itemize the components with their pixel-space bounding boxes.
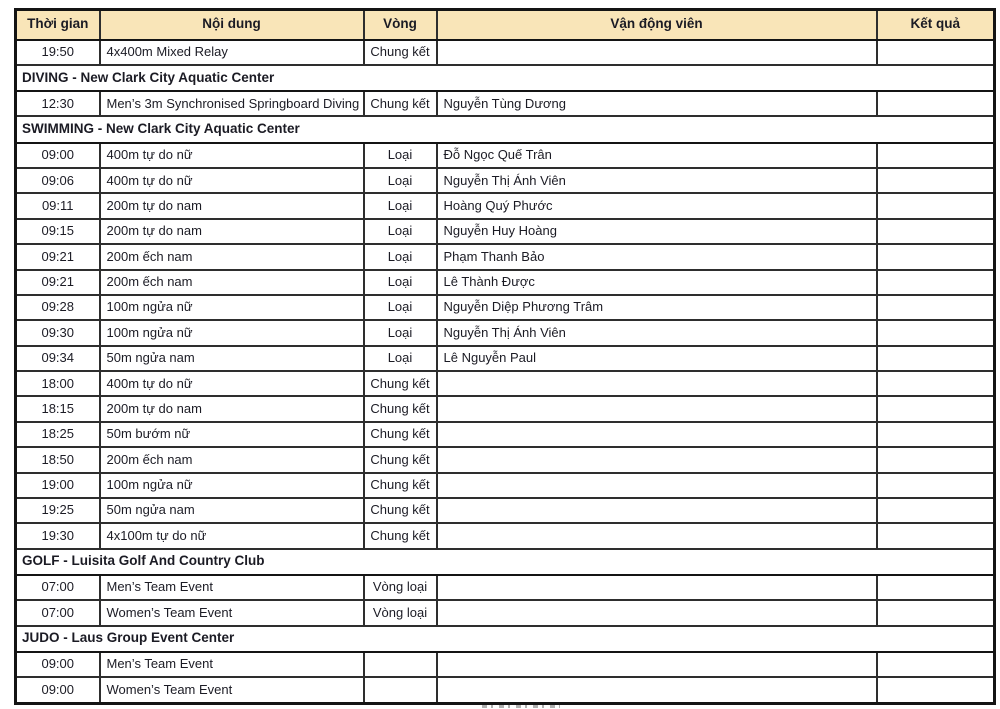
time-cell: 09:00 [16, 677, 100, 703]
result-cell [877, 447, 995, 472]
result-cell [877, 91, 995, 116]
athlete-cell: Nguyễn Thị Ánh Viên [437, 320, 877, 345]
athlete-cell: Nguyễn Tùng Dương [437, 91, 877, 116]
time-cell: 09:21 [16, 244, 100, 269]
event-cell: 200m ếch nam [100, 447, 364, 472]
event-row [16, 575, 995, 600]
result-cell [877, 652, 995, 677]
round-cell: Chung kết [364, 91, 437, 116]
athlete-cell [437, 652, 877, 677]
round-cell: Loại [364, 168, 437, 193]
round-cell: Loại [364, 244, 437, 269]
section-row [16, 65, 995, 91]
result-cell [877, 143, 995, 168]
round-cell: Chung kết [364, 40, 437, 65]
time-cell: 09:34 [16, 346, 100, 371]
time-cell: 09:30 [16, 320, 100, 345]
round-cell: Loại [364, 193, 437, 218]
column-header-result: Kết quả [877, 10, 995, 40]
section-title: DIVING - New Clark City Aquatic Center [16, 65, 995, 91]
round-cell: Loại [364, 320, 437, 345]
result-cell [877, 320, 995, 345]
event-row [16, 447, 995, 472]
result-cell [877, 193, 995, 218]
event-cell: 400m tự do nữ [100, 371, 364, 396]
result-cell [877, 396, 995, 421]
event-row [16, 371, 995, 396]
event-cell: 200m ếch nam [100, 244, 364, 269]
athlete-cell [437, 40, 877, 65]
round-cell: Chung kết [364, 422, 437, 447]
table-header [16, 10, 995, 40]
section-row [16, 116, 995, 142]
event-cell: 400m tự do nữ [100, 143, 364, 168]
section-title: SWIMMING - New Clark City Aquatic Center [16, 116, 995, 142]
event-row [16, 219, 995, 244]
column-header-time: Thời gian [16, 10, 100, 40]
athlete-cell: Phạm Thanh Bảo [437, 244, 877, 269]
event-row [16, 652, 995, 677]
round-cell: Loại [364, 295, 437, 320]
event-row [16, 473, 995, 498]
time-cell: 09:11 [16, 193, 100, 218]
athlete-cell: Hoàng Quý Phước [437, 193, 877, 218]
time-cell: 19:25 [16, 498, 100, 523]
round-cell: Chung kết [364, 371, 437, 396]
event-cell: 50m bướm nữ [100, 422, 364, 447]
event-row [16, 523, 995, 548]
event-cell: 4x400m Mixed Relay [100, 40, 364, 65]
schedule-body [16, 40, 995, 704]
event-row [16, 346, 995, 371]
event-row [16, 270, 995, 295]
section-title: GOLF - Luisita Golf And Country Club [16, 549, 995, 575]
result-cell [877, 244, 995, 269]
section-row [16, 549, 995, 575]
athlete-cell: Đỗ Ngọc Quế Trân [437, 143, 877, 168]
event-row [16, 320, 995, 345]
round-cell: Loại [364, 219, 437, 244]
time-cell: 18:15 [16, 396, 100, 421]
round-cell [364, 677, 437, 703]
athlete-cell [437, 600, 877, 625]
result-cell [877, 346, 995, 371]
column-header-athlete: Vận động viên [437, 10, 877, 40]
round-cell: Chung kết [364, 473, 437, 498]
event-cell: 200m tự do nam [100, 396, 364, 421]
event-row [16, 40, 995, 65]
time-cell: 18:25 [16, 422, 100, 447]
time-cell: 09:15 [16, 219, 100, 244]
time-cell: 12:30 [16, 91, 100, 116]
result-cell [877, 270, 995, 295]
event-cell: 100m ngửa nữ [100, 320, 364, 345]
event-cell: 100m ngửa nữ [100, 473, 364, 498]
time-cell: 09:06 [16, 168, 100, 193]
athlete-cell [437, 498, 877, 523]
athlete-cell: Nguyễn Thị Ánh Viên [437, 168, 877, 193]
round-cell: Vòng loại [364, 600, 437, 625]
time-cell: 07:00 [16, 575, 100, 600]
event-cell: 200m ếch nam [100, 270, 364, 295]
event-row [16, 193, 995, 218]
column-header-round: Vòng [364, 10, 437, 40]
event-cell: Women’s Team Event [100, 677, 364, 703]
event-cell: 50m ngửa nam [100, 346, 364, 371]
event-cell: Men’s Team Event [100, 575, 364, 600]
time-cell: 09:28 [16, 295, 100, 320]
column-header-event: Nội dung [100, 10, 364, 40]
result-cell [877, 422, 995, 447]
event-row [16, 91, 995, 116]
time-cell: 09:00 [16, 652, 100, 677]
event-cell: Men’s Team Event [100, 652, 364, 677]
round-cell: Chung kết [364, 498, 437, 523]
result-cell [877, 219, 995, 244]
result-cell [877, 168, 995, 193]
round-cell: Chung kết [364, 396, 437, 421]
time-cell: 09:00 [16, 143, 100, 168]
event-row [16, 168, 995, 193]
result-cell [877, 40, 995, 65]
athlete-cell [437, 422, 877, 447]
time-cell: 19:30 [16, 523, 100, 548]
round-cell [364, 652, 437, 677]
athlete-cell [437, 371, 877, 396]
athlete-cell: Nguyễn Huy Hoàng [437, 219, 877, 244]
result-cell [877, 575, 995, 600]
section-title: JUDO - Laus Group Event Center [16, 626, 995, 652]
athlete-cell [437, 447, 877, 472]
event-cell: 200m tự do nam [100, 193, 364, 218]
athlete-cell: Nguyễn Diệp Phương Trâm [437, 295, 877, 320]
schedule-table [14, 8, 996, 705]
event-cell: Men’s 3m Synchronised Springboard Diving [100, 91, 364, 116]
athlete-cell [437, 575, 877, 600]
athlete-cell [437, 396, 877, 421]
athlete-cell [437, 523, 877, 548]
clipped-next-row-fragment [482, 705, 560, 708]
event-row [16, 244, 995, 269]
result-cell [877, 371, 995, 396]
time-cell: 07:00 [16, 600, 100, 625]
round-cell: Vòng loại [364, 575, 437, 600]
time-cell: 19:50 [16, 40, 100, 65]
time-cell: 19:00 [16, 473, 100, 498]
result-cell [877, 295, 995, 320]
event-row [16, 396, 995, 421]
event-row [16, 295, 995, 320]
time-cell: 09:21 [16, 270, 100, 295]
round-cell: Chung kết [364, 523, 437, 548]
event-row [16, 600, 995, 625]
event-cell: 200m tự do nam [100, 219, 364, 244]
round-cell: Loại [364, 270, 437, 295]
result-cell [877, 473, 995, 498]
section-row [16, 626, 995, 652]
event-cell: 4x100m tự do nữ [100, 523, 364, 548]
header-row [16, 10, 995, 40]
result-cell [877, 498, 995, 523]
time-cell: 18:00 [16, 371, 100, 396]
event-cell: 100m ngửa nữ [100, 295, 364, 320]
event-cell: Women’s Team Event [100, 600, 364, 625]
event-row [16, 498, 995, 523]
event-row [16, 677, 995, 703]
event-row [16, 422, 995, 447]
athlete-cell: Lê Thành Được [437, 270, 877, 295]
event-cell: 400m tự do nữ [100, 168, 364, 193]
event-cell: 50m ngửa nam [100, 498, 364, 523]
athlete-cell: Lê Nguyễn Paul [437, 346, 877, 371]
athlete-cell [437, 677, 877, 703]
round-cell: Loại [364, 143, 437, 168]
round-cell: Chung kết [364, 447, 437, 472]
time-cell: 18:50 [16, 447, 100, 472]
result-cell [877, 600, 995, 625]
round-cell: Loại [364, 346, 437, 371]
result-cell [877, 677, 995, 703]
result-cell [877, 523, 995, 548]
athlete-cell [437, 473, 877, 498]
event-row [16, 143, 995, 168]
